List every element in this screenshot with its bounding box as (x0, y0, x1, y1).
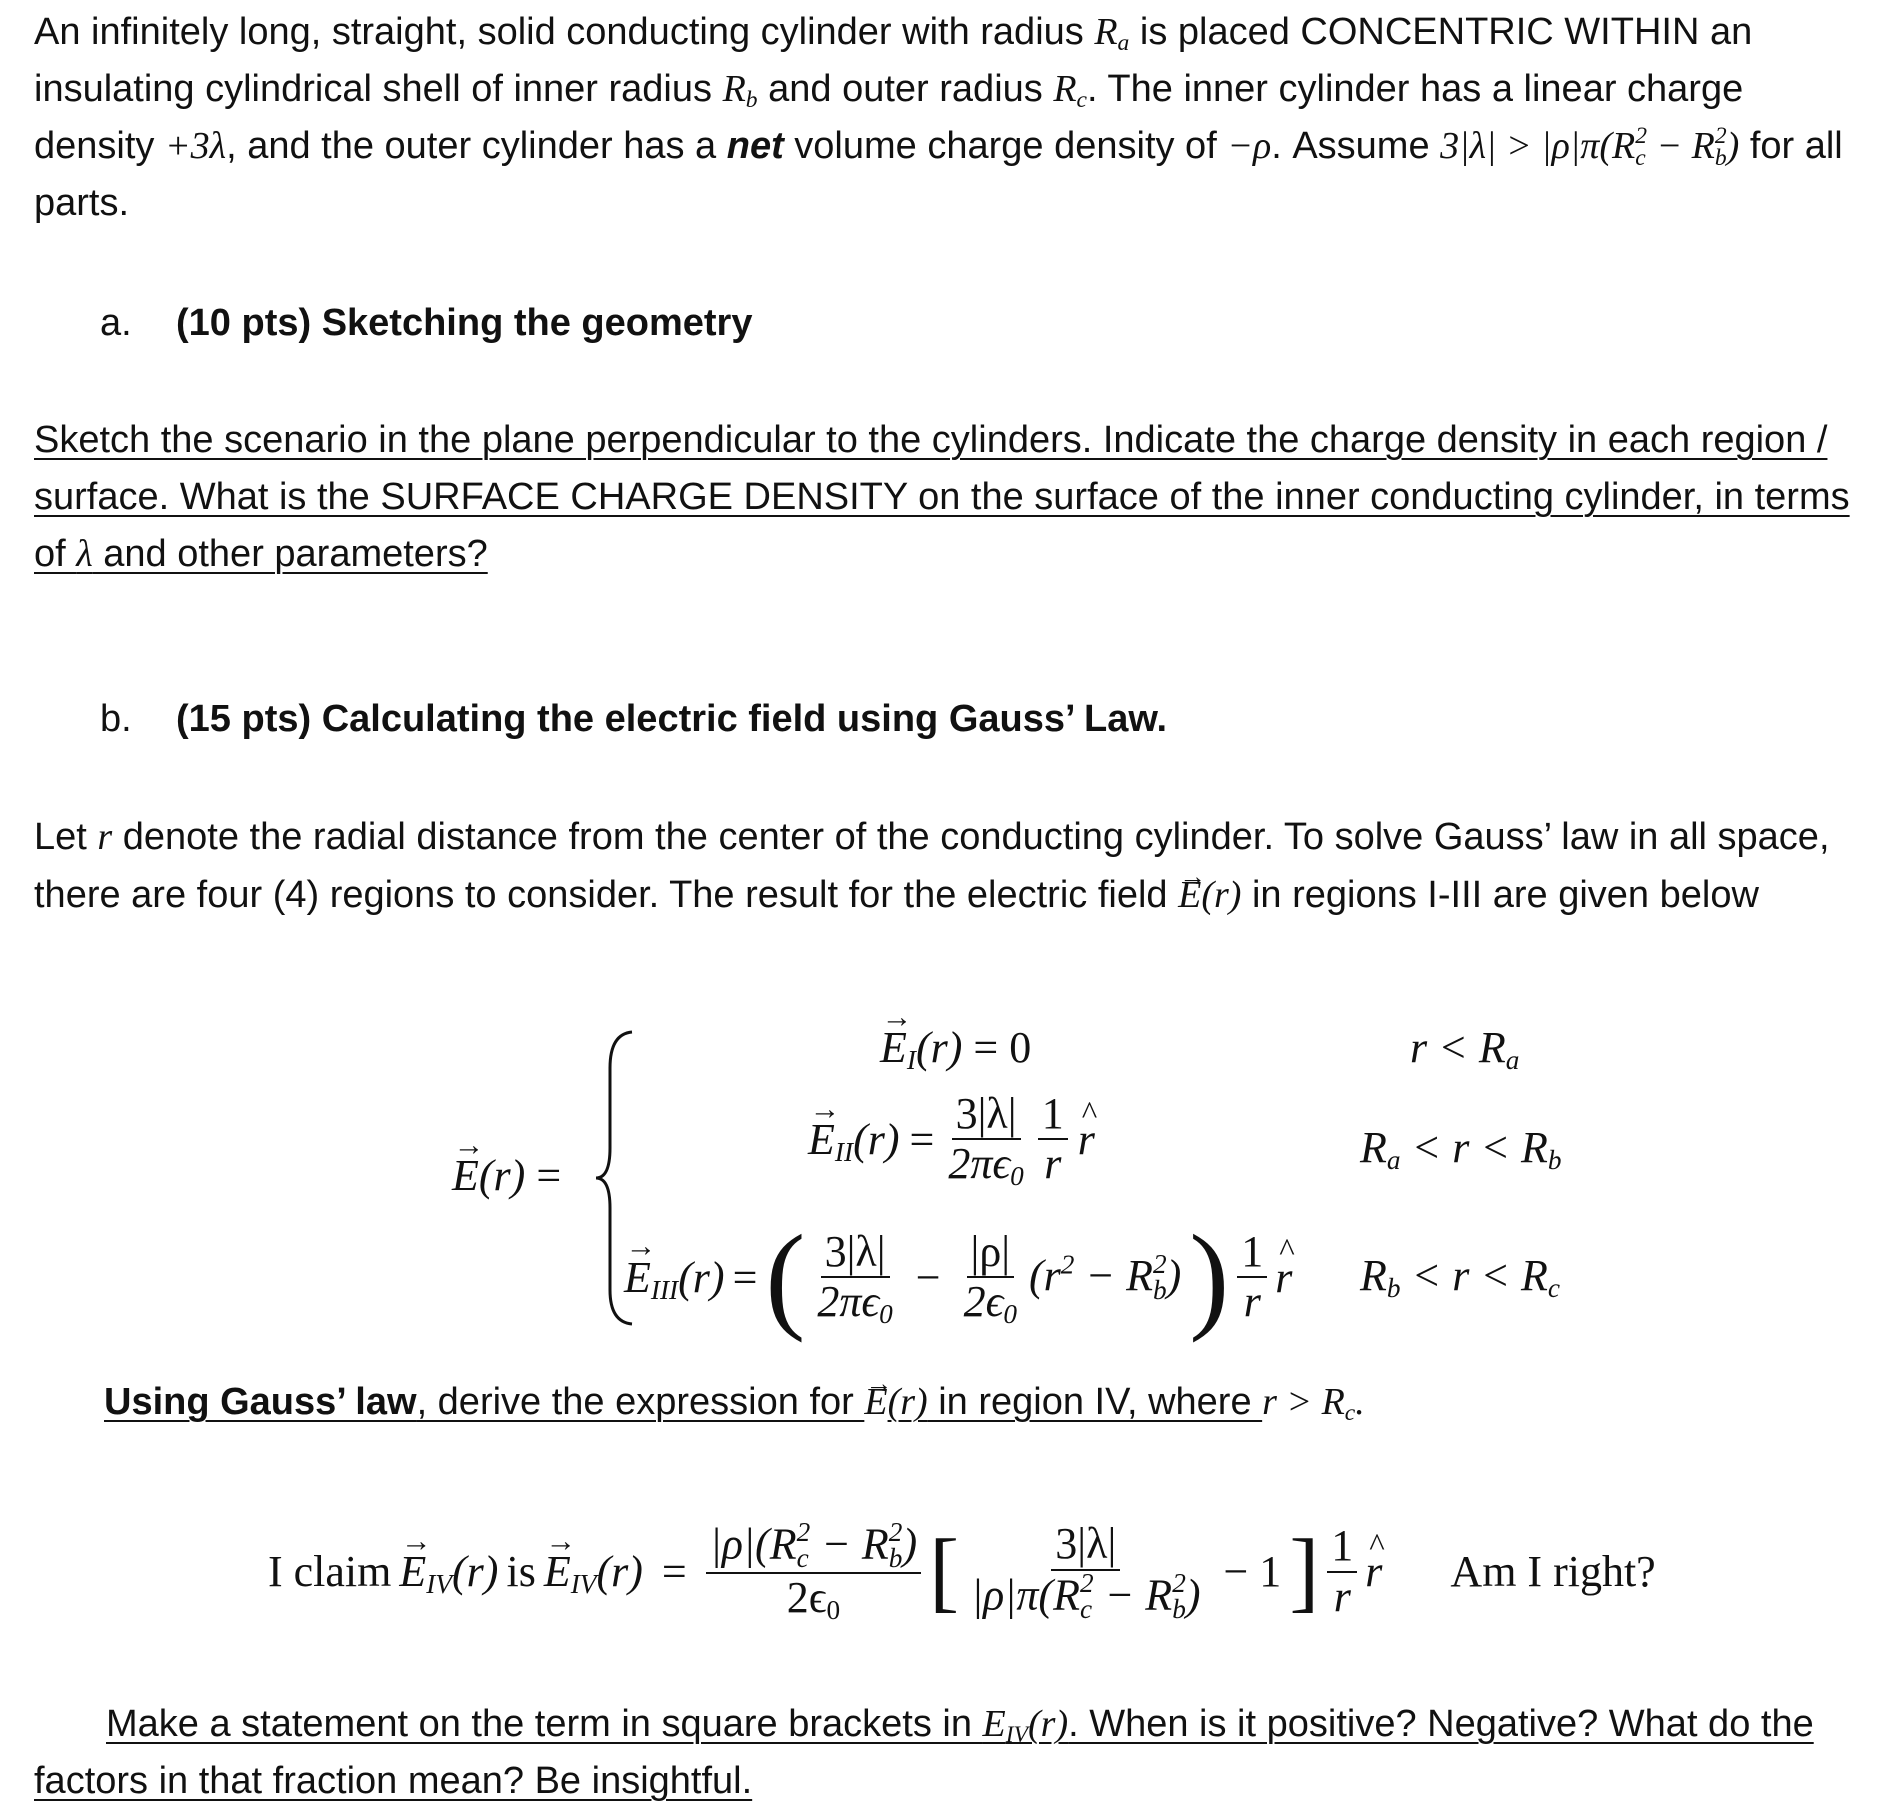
statement-text-1: Make a statement on the term in square brackets in (106, 1703, 983, 1745)
derive-text-2: in region IV, where (927, 1381, 1263, 1423)
part-b-heading (100, 698, 1167, 741)
part-b-label: b. (100, 698, 132, 740)
derive-text-1: , derive the expression for (416, 1381, 865, 1423)
E-lhs: → E(r) = (452, 1150, 561, 1201)
condition-region-II: $R_a < r < R_b$ (1360, 1123, 1562, 1175)
derive-bold: Using Gauss’ law (104, 1381, 417, 1423)
claim-question: Am I right? (1450, 1547, 1656, 1596)
part-a-question-text-2: and other parameters? (92, 533, 488, 575)
part-a-title: (10 pts) Sketching the geometry (176, 302, 753, 344)
condition-region-III: $R_b < r < R_c$ (1360, 1251, 1561, 1303)
intro-text-5: , and the outer cylinder has a (226, 125, 727, 167)
volume-charge-density: −ρ (1227, 125, 1272, 167)
symbol-Rc: $R_c$ (1053, 68, 1087, 113)
intro-text-3: and outer radius (757, 68, 1054, 110)
part-b-title: (15 pts) Calculating the electric field using Gauss’ Law. (176, 698, 1168, 740)
part-b-intro-text-1: Let (34, 816, 98, 858)
left-brace-icon (592, 1028, 642, 1328)
part-a-label: a. (100, 302, 132, 344)
E-region-III: → $E_{III}(r)$ = ( $\frac{3|\lambda|}{2\pi\epsilon_0}$ − $\frac{|\rho|}{2\epsilon_0}$ ($r^2 - R$ 2 b ) ) $\frac{1}{r}$ ^ r (624, 1208, 1292, 1346)
intro-paragraph (34, 4, 1864, 232)
intro-text-7: . Assume (1271, 125, 1441, 167)
region-IV-condition: $r > R_c$. (1262, 1381, 1365, 1426)
statement-text-2: . When is it positive? Negative? What do the factors in that fraction mean? Be insightful. (34, 1703, 1814, 1802)
part-b-intro (34, 808, 1864, 924)
final-statement: Make a statement on the term in square brackets in $E_{IV}(r)$. When is it positive? Negative? What do the factors in that fraction mean? Be insightful. (34, 1703, 1814, 1802)
part-a-question-text-1: Sketch the scenario in the plane perpendicular to the cylinders. Indicate the charge density in each region / surface. What is the SURFACE CHARGE DENSITY on the surface of the inner conducting cylinder, in terms of (34, 419, 1850, 575)
intro-text-2: is placed CONCENTRIC WITHIN an insulating cylindrical shell of inner radius (34, 11, 1753, 110)
condition-region-I: $r < R_a$ (1410, 1023, 1520, 1075)
claim-is: is (506, 1547, 536, 1596)
symbol-Ra: $R_a$ (1094, 11, 1130, 56)
r-symbol: r (97, 816, 113, 858)
part-b-intro-text-2: denote the radial distance from the center of the conducting cylinder. To solve Gauss’ law in all space, there are four (4) regions to consider. The result for the electric field (34, 816, 1830, 916)
symbol-Rb: $R_b$ (722, 68, 758, 113)
derive-instruction: Using Gauss’ law, derive the expression for → E(r) in region IV, where $r > R_c$. (104, 1374, 1804, 1431)
E-of-r-symbol: → E(r) (1178, 874, 1241, 916)
intro-text-1: An infinitely long, straight, solid conducting cylinder with radius (34, 11, 1095, 53)
intro-text-6: volume charge density of (783, 125, 1228, 167)
claim-prefix: I claim (268, 1547, 392, 1596)
part-b-intro-text-3: in regions I-III are given below (1241, 874, 1759, 916)
intro-text-4: . The inner cylinder has a linear charge density (34, 68, 1744, 167)
assumption-inequality: 3|λ| > |ρ|π(R 2 c − R 2 b ) (1440, 122, 1740, 172)
claim-equation: I claim → $E_{IV}(r)$ is → $E_{IV}(r)$ = |ρ|(R 2 c − R 2 b ) $2\epsilon_0$ [ 3|λ| |ρ|π(R 2 c − R 2 b ) − 1 ] $\frac{1}{r}$ ^ r Am I right? (268, 1520, 1656, 1623)
net-emphasis: net (726, 125, 784, 167)
part-a-heading (100, 302, 752, 345)
lambda-symbol: λ (76, 533, 93, 575)
E-region-I: → $E_I(r) = 0$ (880, 1022, 1031, 1073)
part-a-question (34, 412, 1864, 583)
E-region-II: → $E_{II}(r)$ = $\frac{3|\lambda|}{2\pi\epsilon_0}$ $\frac{1}{r}$ ^ r (808, 1090, 1095, 1189)
linear-charge-density: +3λ (164, 125, 227, 167)
intro-text-8: for all parts. (34, 125, 1843, 224)
